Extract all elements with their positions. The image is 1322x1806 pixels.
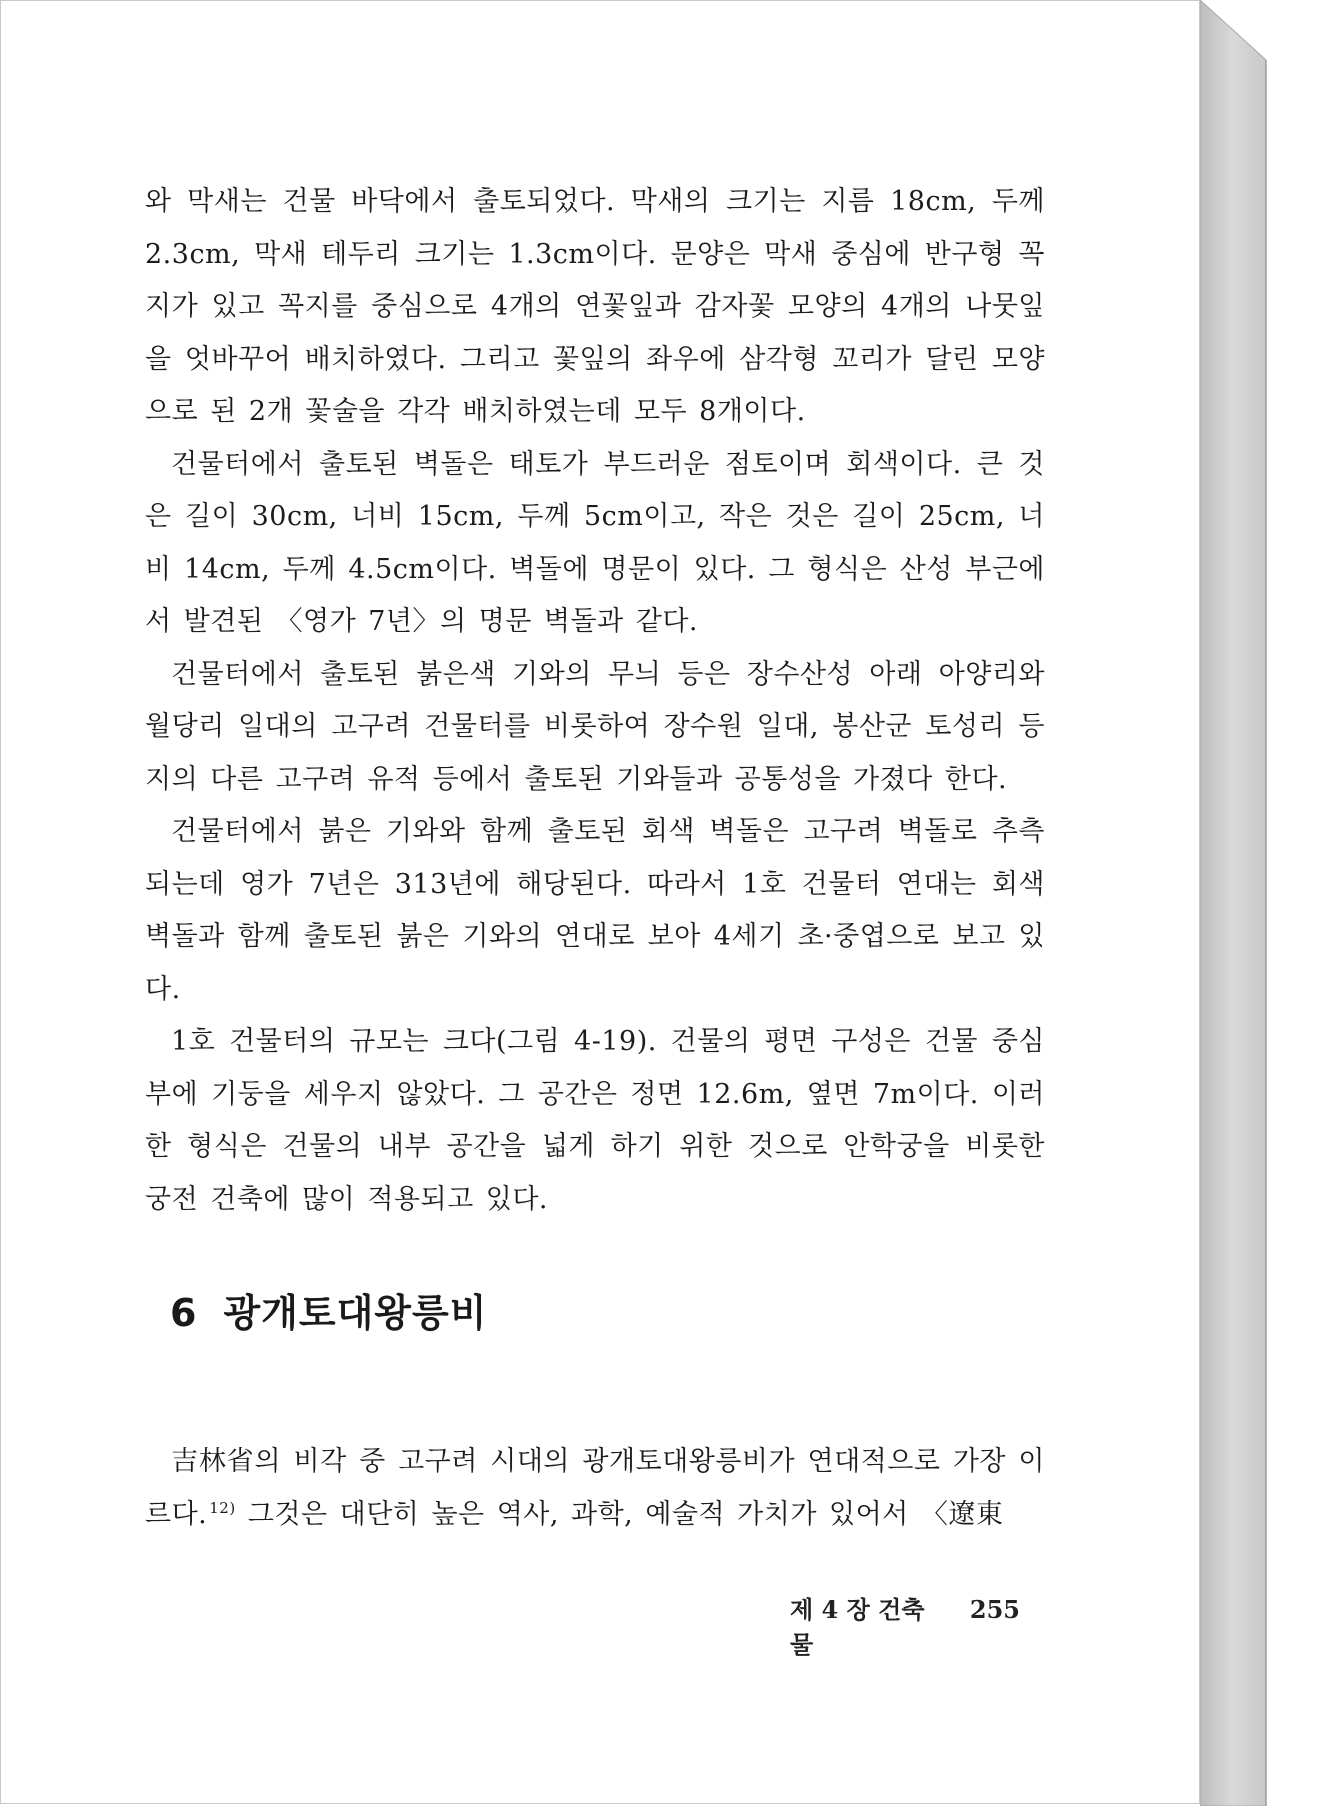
paragraph-bricks: 건물터에서 출토된 벽돌은 태토가 부드러운 점토이며 회색이다. 큰 것은 길이 30cm, 너비 15cm, 두께 5cm이고, 작은 것은 길이 25cm, 너비 14cm, 두께 4.5cm이다. 벽돌에 명문이 있다. 그 형식은 산성 부근에서 발견된 〈영가 7년〉의 명문 벽돌과 같다. xyxy=(145,448,1045,637)
footnote-reference[interactable]: 12) xyxy=(209,1498,236,1517)
section-title: 광개토대왕릉비 xyxy=(223,1291,488,1335)
page-edge-graphic xyxy=(1200,0,1310,1806)
paragraph-roof-tiles: 와 막새는 건물 바닥에서 출토되었다. 막새의 크기는 지름 18cm, 두께 2.3cm, 막새 테두리 크기는 1.3cm이다. 문양은 막새 중심에 반구형 꼭지가 있고 꼭지를 중심으로 4개의 연꽃잎과 감자꽃 모양의 4개의 나뭇잎을 엇바꾸어 배치하였다. 그리고 꽃잎의 좌우에 삼각형 꼬리가 달린 모양으로 된 2개 꽃술을 각각 배치하였는데 모두 8개이다. xyxy=(145,186,1045,427)
paragraph-dating: 건물터에서 붉은 기와와 함께 출토된 회색 벽돌은 고구려 벽돌로 추측되는데 영가 7년은 313년에 해당된다. 따라서 1호 건물터 연대는 회색 벽돌과 함께 출토된 붉은 기와의 연대로 보아 4세기 초·중엽으로 보고 있다. xyxy=(145,816,1045,1005)
page-edge-shading xyxy=(1200,0,1310,1806)
section-intro-paragraph xyxy=(145,1436,1045,1541)
page-number: 255 xyxy=(969,1595,1020,1624)
running-footer xyxy=(790,1590,1020,1660)
section-number: 6 xyxy=(170,1291,198,1335)
section-intro-text: 吉林省의 비각 중 고구려 시대의 광개토대왕릉비가 연대적으로 가장 이르다. xyxy=(145,1446,1045,1530)
section-intro xyxy=(145,1436,1045,1541)
paragraph-building-scale: 1호 건물터의 규모는 크다(그림 4-19). 건물의 평면 구성은 건물 중심부에 기둥을 세우지 않았다. 그 공간은 정면 12.6m, 옆면 7m이다. 이러한 형식은 건물의 내부 공간을 넓게 하기 위한 것으로 안학궁을 비롯한 궁전 건축에 많이 적용되고 있다. xyxy=(145,1026,1045,1215)
paragraph-red-tiles: 건물터에서 출토된 붉은색 기와의 무늬 등은 장수산성 아래 아양리와 월당리 일대의 고구려 건물터를 비롯하여 장수원 일대, 봉산군 토성리 등지의 다른 고구려 유적 등에서 출토된 기와들과 공통성을 가졌다 한다. xyxy=(145,658,1045,795)
chapter-title: 제 4 장 건축물 xyxy=(790,1595,925,1659)
body-text xyxy=(145,176,1045,1226)
section-intro-continuation: 그것은 대단히 높은 역사, 과학, 예술적 가치가 있어서 〈遼東 xyxy=(235,1498,1004,1530)
section-heading xyxy=(170,1282,487,1337)
